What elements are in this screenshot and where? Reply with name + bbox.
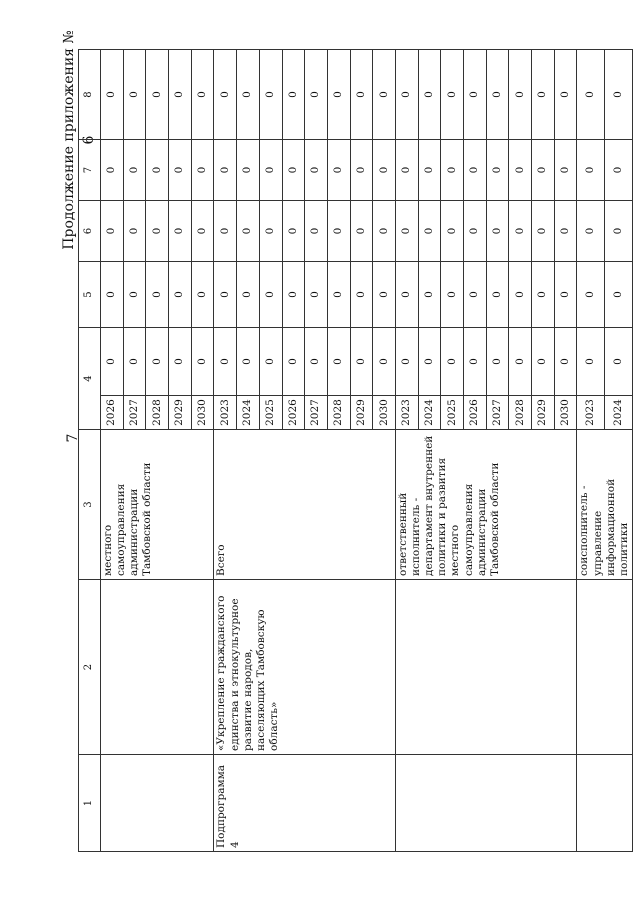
year-cell: 2028: [146, 396, 169, 430]
header-row: [79, 50, 101, 852]
year-cell: 2026: [282, 396, 305, 430]
value-cell: 0: [123, 50, 146, 140]
value-cell: 0: [237, 201, 260, 262]
value-cell: 0: [327, 262, 350, 328]
group-col1-cell: [101, 755, 214, 852]
value-cell: 0: [373, 262, 396, 328]
year-cell: 2029: [532, 396, 555, 430]
value-cell: 0: [146, 201, 169, 262]
value-cell: 0: [605, 140, 633, 201]
page-number: 7: [65, 433, 81, 443]
group-col3-cell: ответственный исполнитель - департамент внутренней политики и развития местного самоуправления администрации Тамбовской области: [395, 430, 577, 580]
value-cell: 0: [214, 140, 237, 201]
value-cell: 0: [101, 262, 124, 328]
rotated-table-container: [78, 50, 630, 852]
value-cell: 0: [418, 201, 441, 262]
value-cell: 0: [305, 328, 328, 396]
value-cell: 0: [509, 328, 532, 396]
value-cell: 0: [350, 50, 373, 140]
value-cell: 0: [418, 50, 441, 140]
group-col2-cell: [577, 580, 633, 755]
value-cell: 0: [305, 262, 328, 328]
year-cell: 2026: [464, 396, 487, 430]
funding-table: [78, 49, 633, 852]
group-col1-cell: [577, 755, 633, 852]
value-cell: 0: [441, 201, 464, 262]
header-col-5: 5: [79, 262, 101, 328]
value-cell: 0: [464, 262, 487, 328]
table-body: [101, 50, 633, 852]
value-cell: 0: [123, 328, 146, 396]
value-cell: 0: [259, 50, 282, 140]
value-cell: 0: [395, 262, 418, 328]
value-cell: 0: [554, 328, 577, 396]
value-cell: 0: [577, 140, 605, 201]
value-cell: 0: [441, 50, 464, 140]
value-cell: 0: [214, 262, 237, 328]
value-cell: 0: [373, 201, 396, 262]
value-cell: 0: [237, 140, 260, 201]
value-cell: 0: [577, 262, 605, 328]
value-cell: 0: [169, 50, 192, 140]
year-cell: 2026: [101, 396, 124, 430]
year-cell: 2025: [441, 396, 464, 430]
value-cell: 0: [282, 262, 305, 328]
value-cell: 0: [305, 201, 328, 262]
table-row: [214, 50, 237, 852]
value-cell: 0: [123, 201, 146, 262]
year-cell: 2030: [373, 396, 396, 430]
year-cell: 2030: [191, 396, 214, 430]
value-cell: 0: [532, 328, 555, 396]
value-cell: 0: [350, 328, 373, 396]
group-col2-cell: «Укрепление гражданского единства и этнокультурное развитие народов, населяющих Тамбовскую область»: [214, 580, 396, 755]
value-cell: 0: [350, 262, 373, 328]
value-cell: 0: [191, 50, 214, 140]
value-cell: 0: [486, 201, 509, 262]
header-col-4: 4: [79, 328, 101, 430]
value-cell: 0: [259, 201, 282, 262]
value-cell: 0: [395, 50, 418, 140]
header-col-2: 2: [79, 580, 101, 755]
value-cell: 0: [486, 50, 509, 140]
value-cell: 0: [350, 140, 373, 201]
year-cell: 2024: [237, 396, 260, 430]
value-cell: 0: [554, 50, 577, 140]
value-cell: 0: [605, 50, 633, 140]
year-cell: 2029: [169, 396, 192, 430]
appendix-note: Продолжение приложения № 6: [61, 30, 97, 250]
value-cell: 0: [373, 50, 396, 140]
group-col3-cell: местного самоуправления администрации Тамбовской области: [101, 430, 214, 580]
value-cell: 0: [123, 262, 146, 328]
value-cell: 0: [169, 262, 192, 328]
value-cell: 0: [191, 201, 214, 262]
group-col1-cell: [395, 755, 577, 852]
value-cell: 0: [395, 140, 418, 201]
value-cell: 0: [259, 328, 282, 396]
value-cell: 0: [509, 140, 532, 201]
value-cell: 0: [327, 140, 350, 201]
value-cell: 0: [191, 262, 214, 328]
value-cell: 0: [605, 262, 633, 328]
value-cell: 0: [464, 201, 487, 262]
value-cell: 0: [259, 262, 282, 328]
value-cell: 0: [146, 328, 169, 396]
value-cell: 0: [577, 201, 605, 262]
value-cell: 0: [305, 50, 328, 140]
value-cell: 0: [441, 140, 464, 201]
value-cell: 0: [554, 140, 577, 201]
group-col2-cell: [395, 580, 577, 755]
value-cell: 0: [554, 262, 577, 328]
value-cell: 0: [169, 201, 192, 262]
value-cell: 0: [464, 328, 487, 396]
value-cell: 0: [101, 140, 124, 201]
value-cell: 0: [441, 262, 464, 328]
header-col-1: 1: [79, 755, 101, 852]
value-cell: 0: [191, 140, 214, 201]
year-cell: 2028: [509, 396, 532, 430]
value-cell: 0: [486, 262, 509, 328]
value-cell: 0: [282, 140, 305, 201]
value-cell: 0: [350, 201, 373, 262]
value-cell: 0: [169, 140, 192, 201]
header-col-7: 7: [79, 140, 101, 201]
value-cell: 0: [486, 328, 509, 396]
year-cell: 2024: [605, 396, 633, 430]
value-cell: 0: [532, 201, 555, 262]
year-cell: 2023: [395, 396, 418, 430]
value-cell: 0: [532, 140, 555, 201]
value-cell: 0: [259, 140, 282, 201]
value-cell: 0: [282, 50, 305, 140]
year-cell: 2030: [554, 396, 577, 430]
value-cell: 0: [282, 201, 305, 262]
value-cell: 0: [327, 328, 350, 396]
table-row: [395, 50, 418, 852]
group-col2-cell: [101, 580, 214, 755]
year-cell: 2024: [418, 396, 441, 430]
value-cell: 0: [237, 328, 260, 396]
value-cell: 0: [509, 262, 532, 328]
value-cell: 0: [532, 262, 555, 328]
table-row: [101, 50, 124, 852]
value-cell: 0: [486, 140, 509, 201]
value-cell: 0: [327, 201, 350, 262]
value-cell: 0: [509, 201, 532, 262]
value-cell: 0: [418, 140, 441, 201]
value-cell: 0: [373, 140, 396, 201]
header-col-6: 6: [79, 201, 101, 262]
year-cell: 2027: [123, 396, 146, 430]
value-cell: 0: [282, 328, 305, 396]
value-cell: 0: [418, 262, 441, 328]
value-cell: 0: [237, 50, 260, 140]
year-cell: 2028: [327, 396, 350, 430]
table-row: [577, 50, 605, 852]
value-cell: 0: [237, 262, 260, 328]
value-cell: 0: [214, 201, 237, 262]
group-col1-cell: Подпрограмма 4: [214, 755, 396, 852]
value-cell: 0: [395, 201, 418, 262]
group-col3-cell: соисполнитель - управление информационной политики: [577, 430, 633, 580]
year-cell: 2023: [214, 396, 237, 430]
value-cell: 0: [101, 50, 124, 140]
header-col-3: 3: [79, 430, 101, 580]
value-cell: 0: [418, 328, 441, 396]
value-cell: 0: [577, 328, 605, 396]
value-cell: 0: [146, 262, 169, 328]
value-cell: 0: [146, 50, 169, 140]
value-cell: 0: [101, 201, 124, 262]
group-col3-cell: Всего: [214, 430, 396, 580]
value-cell: 0: [509, 50, 532, 140]
value-cell: 0: [214, 50, 237, 140]
value-cell: 0: [146, 140, 169, 201]
year-cell: 2029: [350, 396, 373, 430]
value-cell: 0: [554, 201, 577, 262]
value-cell: 0: [214, 328, 237, 396]
value-cell: 0: [191, 328, 214, 396]
value-cell: 0: [441, 328, 464, 396]
value-cell: 0: [123, 140, 146, 201]
value-cell: 0: [464, 50, 487, 140]
value-cell: 0: [532, 50, 555, 140]
value-cell: 0: [305, 140, 328, 201]
value-cell: 0: [605, 201, 633, 262]
header-col-8: 8: [79, 50, 101, 140]
value-cell: 0: [577, 50, 605, 140]
value-cell: 0: [395, 328, 418, 396]
year-cell: 2027: [486, 396, 509, 430]
value-cell: 0: [101, 328, 124, 396]
value-cell: 0: [605, 328, 633, 396]
value-cell: 0: [373, 328, 396, 396]
value-cell: 0: [327, 50, 350, 140]
year-cell: 2023: [577, 396, 605, 430]
year-cell: 2027: [305, 396, 328, 430]
year-cell: 2025: [259, 396, 282, 430]
value-cell: 0: [169, 328, 192, 396]
value-cell: 0: [464, 140, 487, 201]
